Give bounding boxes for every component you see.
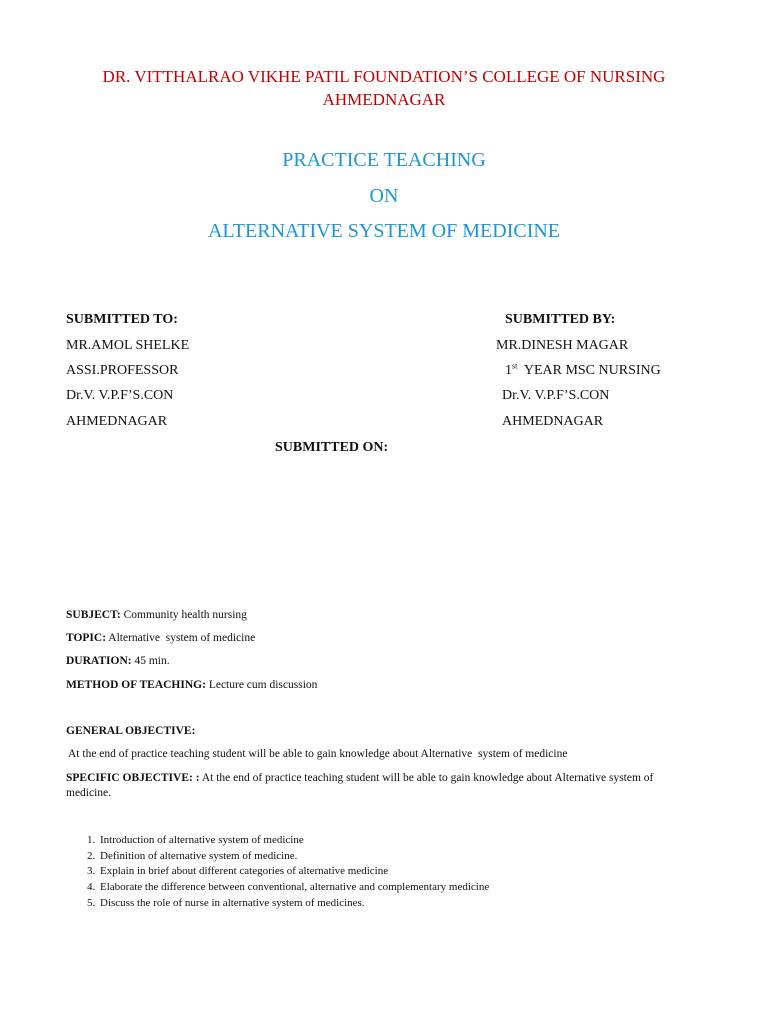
general-objective-text: At the end of practice teaching student will be able to gain knowledge about Alternative system of medicine [68,748,568,760]
method-label: METHOD OF TEACHING: [66,679,206,691]
submitted-by-institution: Dr.V. V.P.F’S.CON [502,388,610,403]
submitted-by-name: MR.DINESH MAGAR [496,338,629,353]
college-name-line2: AHMEDNAGAR [322,90,446,109]
submitted-to-heading: SUBMITTED TO: [66,312,178,327]
subject-label: SUBJECT: [66,609,121,621]
topic-label: TOPIC: [66,632,107,644]
submitted-to-institution: Dr.V. V.P.F’S.CON [66,388,174,403]
title-line2: ON [369,185,399,207]
year-course: YEAR MSC NURSING [523,363,661,378]
objective-item: 5. Discuss the role of nurse in alternative system of medicines. [98,896,718,912]
method-line [66,678,317,693]
topic-line [66,631,255,646]
specific-objective [66,771,696,801]
specific-objective-text: At the end of practice teaching student will be able to gain knowledge about Alternative system of medicine. [66,772,654,799]
title-line1: PRACTICE TEACHING [282,149,486,171]
duration-value: 45 min. [134,655,170,667]
year-number: 1 [505,363,512,378]
submitted-on-heading: SUBMITTED ON: [275,440,389,455]
duration-label: DURATION: [66,655,132,667]
method-value: Lecture cum discussion [208,679,318,691]
duration-line [66,654,170,669]
submitted-by-heading: SUBMITTED BY: [505,312,616,327]
submitted-to-designation: ASSI.PROFESSOR [66,363,179,378]
specific-objective-heading: SPECIFIC OBJECTIVE: : [66,772,200,784]
objective-item: 3. Explain in brief about different categories of alternative medicine [98,864,718,880]
title-line3: ALTERNATIVE SYSTEM OF MEDICINE [207,220,561,242]
submitted-by-city: AHMEDNAGAR [502,414,604,429]
general-objective-heading: GENERAL OBJECTIVE: [66,725,196,737]
submitted-to-name: MR.AMOL SHELKE [66,338,190,353]
subject-value: Community health nursing [123,609,247,621]
college-name-line1: DR. VITTHALRAO VIKHE PATIL FOUNDATION’S COLLEGE OF NURSING [102,67,666,86]
objective-item: 2. Definition of alternative system of medicine. [98,849,718,865]
submitted-to-city: AHMEDNAGAR [66,414,168,429]
objective-item: 4. Elaborate the difference between conventional, alternative and complementary medicine [98,880,718,896]
topic-value: Alternative system of medicine [108,632,256,644]
subject-line [66,608,247,623]
objectives-list [62,833,718,912]
objective-item: 1. Introduction of alternative system of medicine [98,833,718,849]
submitted-by-year [505,362,661,380]
year-ordinal: st [512,361,518,371]
